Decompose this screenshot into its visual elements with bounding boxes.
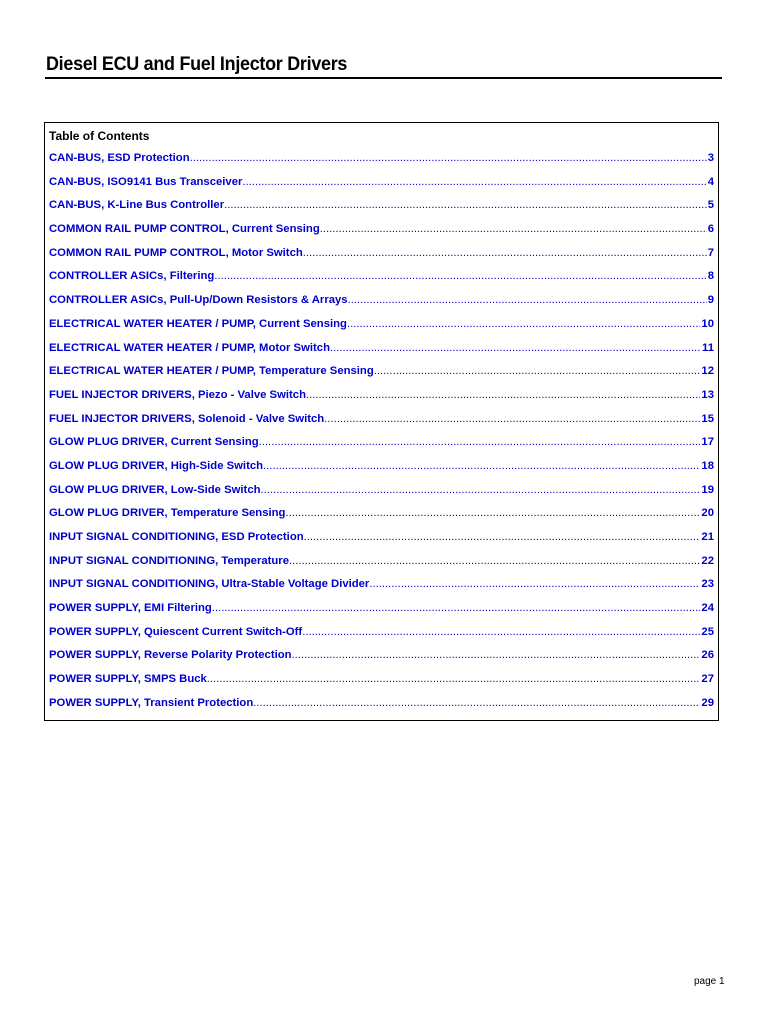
toc-entry-link[interactable]	[49, 433, 714, 457]
toc-entry-page-number: 15	[701, 412, 714, 425]
toc-entry-page-number: 5	[707, 199, 714, 212]
toc-entry-link[interactable]	[49, 291, 714, 315]
toc-entry-link[interactable]	[49, 386, 714, 410]
toc-entry-label: COMMON RAIL PUMP CONTROL, Motor Switch	[49, 246, 303, 259]
toc-entry-link[interactable]	[49, 575, 714, 599]
toc-entry-link[interactable]	[49, 244, 714, 268]
toc-entry-link[interactable]	[49, 173, 714, 197]
toc-entry-page-number: 27	[701, 673, 714, 686]
toc-entry-page-number: 18	[701, 459, 714, 472]
toc-entry-page-number: 26	[701, 649, 714, 662]
toc-dot-leader	[190, 149, 707, 167]
toc-dot-leader	[292, 646, 701, 664]
toc-dot-leader	[330, 339, 701, 357]
toc-entry-page-number: 17	[701, 436, 714, 449]
toc-entry-page-number: 21	[701, 531, 714, 543]
toc-dot-leader	[374, 362, 701, 380]
toc-dot-leader	[253, 694, 700, 712]
toc-entry-page-number: 3	[707, 152, 714, 164]
toc-entry-label: CAN-BUS, ISO9141 Bus Transceiver	[49, 175, 243, 188]
toc-dot-leader	[302, 623, 700, 641]
document-title: Diesel ECU and Fuel Injector Drivers	[46, 53, 348, 75]
toc-dot-leader	[224, 196, 707, 214]
toc-entry-label: CAN-BUS, ESD Protection	[49, 152, 190, 164]
toc-dot-leader	[263, 457, 700, 475]
toc-entry-label: POWER SUPPLY, EMI Filtering	[49, 602, 212, 615]
toc-dot-leader	[306, 386, 700, 404]
toc-dot-leader	[347, 315, 700, 333]
toc-heading: Table of Contents	[49, 129, 150, 143]
toc-entry-page-number: 7	[707, 246, 714, 259]
toc-entry-label: GLOW PLUG DRIVER, High-Side Switch	[49, 459, 264, 472]
toc-dot-leader	[261, 481, 701, 499]
toc-entry-label: CAN-BUS, K-Line Bus Controller	[49, 199, 225, 212]
toc-entry-link[interactable]	[49, 694, 714, 718]
toc-entry-label: COMMON RAIL PUMP CONTROL, Current Sensing	[49, 223, 320, 236]
toc-entry-page-number: 9	[707, 294, 714, 307]
toc-entry-link[interactable]	[49, 552, 714, 576]
toc-entry-link[interactable]	[49, 362, 714, 386]
toc-entry-page-number: 24	[701, 602, 714, 615]
toc-entry-link[interactable]	[49, 149, 714, 173]
toc-entry-link[interactable]	[49, 599, 714, 623]
toc-entry-label: GLOW PLUG DRIVER, Low-Side Switch	[49, 483, 261, 496]
toc-entry-label: INPUT SIGNAL CONDITIONING, Temperature	[49, 554, 289, 567]
toc-dot-leader	[324, 410, 700, 428]
toc-entry-link[interactable]	[49, 670, 714, 694]
toc-entry-label: GLOW PLUG DRIVER, Temperature Sensing	[49, 507, 286, 520]
toc-entry-page-number: 11	[702, 341, 714, 354]
toc-entry-label: CONTROLLER ASICs, Pull-Up/Down Resistors & Arrays	[49, 294, 348, 307]
toc-dot-leader	[304, 528, 701, 546]
toc-entry-link[interactable]	[49, 528, 714, 552]
title-underline-divider	[45, 77, 722, 79]
toc-dot-leader	[320, 220, 707, 238]
toc-entry-label: GLOW PLUG DRIVER, Current Sensing	[49, 436, 259, 449]
toc-entry-page-number: 25	[701, 625, 714, 638]
toc-entry-page-number: 19	[701, 483, 714, 496]
toc-entry-link[interactable]	[49, 220, 714, 244]
toc-entry-page-number: 4	[707, 175, 714, 188]
toc-dot-leader	[348, 291, 707, 309]
toc-entry-label: ELECTRICAL WATER HEATER / PUMP, Temperature Sensing	[49, 365, 374, 378]
toc-entry-label: FUEL INJECTOR DRIVERS, Piezo - Valve Switch	[49, 388, 306, 401]
toc-dot-leader	[259, 433, 701, 451]
toc-entry-page-number: 6	[707, 223, 714, 236]
toc-entry-link[interactable]	[49, 623, 714, 647]
toc-entry-label: INPUT SIGNAL CONDITIONING, ESD Protection	[49, 531, 304, 543]
toc-entry-label: POWER SUPPLY, Quiescent Current Switch-Off	[49, 625, 303, 638]
toc-entry-link[interactable]	[49, 315, 714, 339]
toc-entry-link[interactable]	[49, 504, 714, 528]
toc-entry-link[interactable]	[49, 481, 714, 505]
toc-dot-leader	[285, 504, 700, 522]
toc-entry-list	[49, 149, 714, 718]
toc-entry-page-number: 20	[701, 507, 714, 520]
toc-dot-leader	[207, 670, 701, 688]
toc-entry-label: POWER SUPPLY, Transient Protection	[49, 696, 254, 709]
toc-entry-page-number: 23	[701, 578, 714, 591]
toc-entry-page-number: 8	[707, 270, 714, 283]
toc-entry-page-number: 13	[701, 388, 714, 401]
toc-entry-page-number: 10	[701, 317, 714, 330]
toc-dot-leader	[212, 599, 701, 617]
page-number: page 1	[694, 976, 725, 987]
toc-entry-page-number: 22	[701, 554, 714, 567]
toc-entry-label: ELECTRICAL WATER HEATER / PUMP, Motor Switch	[49, 341, 330, 354]
toc-entry-page-number: 12	[701, 365, 714, 378]
toc-entry-label: ELECTRICAL WATER HEATER / PUMP, Current Sensing	[49, 317, 347, 330]
toc-entry-link[interactable]	[49, 410, 714, 434]
toc-entry-label: INPUT SIGNAL CONDITIONING, Ultra-Stable Voltage Divider	[49, 578, 370, 591]
toc-dot-leader	[303, 244, 707, 262]
toc-entry-link[interactable]	[49, 196, 714, 220]
toc-entry-label: CONTROLLER ASICs, Filtering	[49, 270, 215, 283]
toc-entry-label: FUEL INJECTOR DRIVERS, Solenoid - Valve Switch	[49, 412, 325, 425]
toc-dot-leader	[242, 173, 706, 191]
table-of-contents-box	[44, 122, 719, 721]
toc-entry-link[interactable]	[49, 339, 714, 363]
toc-dot-leader	[369, 575, 700, 593]
toc-entry-link[interactable]	[49, 267, 714, 291]
toc-dot-leader	[289, 552, 700, 570]
toc-entry-link[interactable]	[49, 457, 714, 481]
toc-entry-page-number: 29	[701, 696, 714, 709]
toc-entry-label: POWER SUPPLY, SMPS Buck	[49, 673, 207, 686]
toc-entry-label: POWER SUPPLY, Reverse Polarity Protection	[49, 649, 292, 662]
toc-entry-link[interactable]	[49, 646, 714, 670]
toc-dot-leader	[214, 267, 706, 285]
